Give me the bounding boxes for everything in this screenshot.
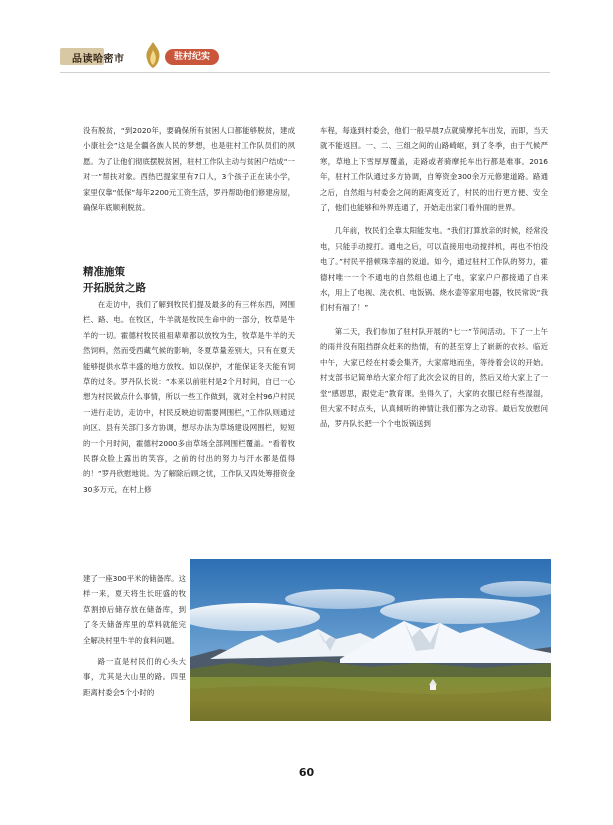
section-title-line-1: 精准施策: [83, 266, 125, 278]
left-wrap-paragraphs: [83, 571, 186, 700]
snow-mountain-grassland-photo: [190, 559, 551, 721]
intro-text: 没有脱贫，“到2020年，要确保所有贫困人口都能够脱贫，建成小康社会”这是全疆各族人民的梦想，也是驻村工作队员们的夙愿。为了让他们彻底摆脱贫困，驻村工作队主动与贫困户结成“一对一”帮扶对象。西热巴提家里有7口人，3个孩子正在读小学，家里仅靠“低保”每年2200元工资生活，罗丹帮助他们修建房屋，确保年底顺利脱贫。: [83, 126, 295, 213]
body-text-party-activity: 第二天，我们参加了驻村队开展的“七一”节间活动。下了一上午的雨并没有阻挡群众赶来的热情，有的甚至穿上了崭新的衣衫。临近中午，大家已经在村委会集齐，大家席地而坐，等待着会议的开始。村支部书记简单给大家介绍了此次会议的目的，然后又给大家上了一堂“感恩思，跟党走”教育课。坐得久了，大家的衣服已经有些湿湿，但大家不时点头，认真倾听的神情让我们都为之动容。最后发放慰问品，罗丹队长把一个个电饭锅送到: [320, 326, 548, 429]
right-column-text: [320, 123, 548, 432]
left-body-paragraph: [83, 297, 295, 497]
body-text-storage: 建了一座300平米的储备库。这样一来，夏天将生长旺盛的牧草割掉后储存放在储备库，到了冬天储备库里的草料就能完全解决村里牛羊的食料问题。: [83, 574, 186, 645]
body-text-grassland: 在走访中，我们了解到牧民们提及最多的有三样东西，网围栏、路、电。在牧区，牛羊就是牧民生命中的一部分，牧草是牛羊的一切。霍德村牧民祖祖辈辈都以放牧为生，牧草是牛羊的天然饲料，然而受西藏气候的影响，冬夏草量差别大，只有在夏天能够提供水草丰盛的地方放牧。如以保护，才能保证冬天能有饲草的过冬。罗丹队长说：“本来以前驻村是2个月时间，自已一心想为村民做点什么事情，所以一些工作做到，就对全村96户村民一进行走访，走访中，村民反映迫切需要网围栏，”工作队则通过向区、县有关部门多方协调，想尽办法为草场建设网围栏，短短的一个月时间，霍德村2000多亩草场全部网围栏覆盖。“看着牧民群众脸上露出的笑容，之前的付出的努力与汗水都是值得的！”罗丹欣慰地说。为了解除后顾之忧，工作队又四处筹措资金30多万元，在村上修: [83, 300, 295, 494]
section-badge: 驻村纪实: [165, 49, 219, 65]
body-text-transport: 车程，每逢到村委会，他们一般早晨7点就骑摩托车出发，而即，当天就不能返回。一、二、三组之间的山路崎岖，到了冬季，由于气候严寒，草地上下雪厚厚覆盖，走路或者骑摩托车出行都是难事。2016年，驻村工作队通过多方协调，自筹资金300余万元修建道路。路通之后，自然组与村委会之间的距离变近了，村民的出行更方便、安全了，他们也能够和外界连通了，开始走出家门看外面的世界。: [320, 126, 548, 213]
header-brand-title: 品读哈密市: [72, 54, 125, 65]
section-title-line-2: 开拓脱贫之路: [83, 282, 146, 294]
flame-emblem-icon: [143, 41, 163, 69]
header-divider: [60, 72, 550, 73]
body-text-roads: 路一直是村民们的心头大事，尤其是大山里的路。四里距离村委会5个小时的: [83, 657, 186, 697]
left-intro-paragraph: [83, 123, 295, 215]
page-number: 60: [298, 766, 315, 779]
body-text-electricity: 几年前，牧民们全靠太阳能发电。“我们打算放亲的时候，经常没电，只能手动搅打。通电之后，可以直接用电动搅拌机，再也不怕没电了。”村民平措顿珠幸福的说道。如今，通过驻村工作队的努力，霍德村唯一一个不通电的自然组也通上了电，家家户户都接通了自来水，用上了电视、洗衣机、电饭锅、烧水壶等家用电器，牧民常说“我们村有福了！”: [320, 226, 548, 313]
